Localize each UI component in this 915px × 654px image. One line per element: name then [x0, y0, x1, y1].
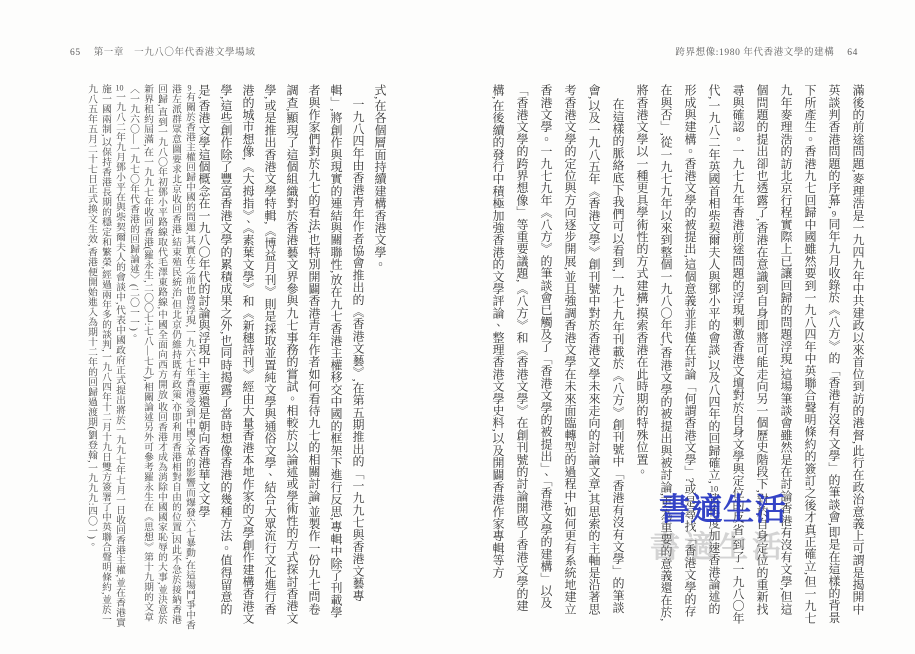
body-text: 滿後的前途問題,麥理浩是一九四九年中共建政以來首位到訪的港督,此行在政治意義上可謂是揭開中英談判香港問題的序幕, — [827, 84, 865, 615]
note-reference-10: 10 — [709, 484, 719, 493]
footnote-text: 有關於香港主權回歸中國的問題,其實在之前也曾浮現,一九六七年香港受到中國文革的影響而爆發六七暴動,在這場鬥爭中香港左派群眾意圖要求北京收回香港,結束殖民統治,但北京仍維持既有政策,亦即利用香港相對自由的位置,因此不急於接納香港回歸,直到一九八〇年初鄧小平路線取代毛澤東路線,中國全面向西方開放,收回香港才成為消除中國國家恥辱的大事,並決意於新界租約屆滿,在一九九七年收回香港(羅永生,二〇〇七:七八—七九),相關論述另外可參考羅永生在《思想》第十九期的文章〈一九六〇—一九七〇年代香港的回歸論述〉(二〇一一)。 — [128, 84, 195, 630]
watermark-blue: 書適生活 — [659, 492, 787, 527]
footnote-9 — [126, 84, 196, 632]
note-reference-9: 9 — [831, 209, 837, 218]
book-title: 跨界想像:1980 年代香港文學的建構 — [675, 48, 835, 58]
footnotes — [38, 84, 196, 632]
paragraph: 在這樣的脈絡底下我們可以看到,一九七九年刊載於《八方》創刊號中「香港有沒有文學」的筆談會,以及一九八五年《香港文學》創刊號中對於香港文學未來走向的討論文章,其思索的主軸是沿著思考香港文學的定位與方向逐步開展,並且強調香港文學在未來面臨轉型的過程中,如何更有系統地建立香港文學。一九七九年《八方》的筆談會已觸及了「香港文學的被提出」、「香港文學的建構」以及「香港文學的跨界想像」等重要議題,《八方》和《香港文學》在創刊號的討論開啟了香港文學的建構,在後續的發行中積極加強香港的文學評論、整理香港文學史料,以及開闢香港作家專輯等方 — [491, 84, 625, 615]
paragraph: 一九八四年由香港青年作者協會推出的《香港文藝》,在第五期推出的「一九九七與香港文藝專輯」,將創作與現實的連結與關聯性,放在九七香港主權移交中國的框架下進行反思,專輯中除了刊載學者與作家們對於九七的看法,也特別開闢香港青年作者如何看待九七的相關討論,並製作一份九七問卷調查,顯現了這個組織對於香港藝文界參與九七事務的嘗試。相較於以論述或學術性的方式探討香港文學,或是推出香港文學特輯,《博益月刊》則是採取並置純文學與通俗文學、結合大眾流行文化進行香港的城市想像,《大拇指》、《素葉文學》和《新穗詩刊》經由大量香港本地作家的文學創作建構香港文學,這些創作除了豐富香港文學的累積成果之外,也同時揭露了當時想像香港的幾種方法。值得留意的是,香港文學這個概念在一九八〇年代的討論與浮現中,主要還是朝向香港華文文學 — [197, 84, 365, 625]
body-text: 皆再度加速香港論述的形成與建構。香港文學的被提出,這個意義並非僅在討論「何謂香港文學」?或是尋找「香港文學的存在與否」,從一九七九年以來到整個一九八〇年代,香港文學的被提出與被討論,更為重要的意義還在於,將香港文學以一種更具學術性的方式建構,摸索香港在此時期的特殊位置。 — [635, 84, 721, 622]
chapter-title: 第一章 一九八〇年代香港文學場域 — [93, 48, 256, 58]
paragraph-continued: 式,在各個層面持續建構香港文學。 — [373, 84, 387, 271]
footnote-10 — [84, 84, 126, 632]
footnote-number: 10 — [115, 84, 124, 92]
footnote-number: 9 — [187, 84, 192, 92]
footnote-text: 一九八二年九月鄧小平在與柴契爾夫人的會談中,代表中國政府正式提出將於一九九七年七月一日收回香港主權,並在香港實施一國兩制,以保持香港長期的穩定和繁榮,經過兩年多的談判,一九八四年十二月十九日雙方簽署了中英聯合聲明條約,並於一九八五年五月二十七日正式換文生效,香港便開始進入為期十二年的回歸過渡期(劉登翰,一九九九:四〇一)。 — [86, 84, 125, 628]
running-head-right — [675, 44, 868, 58]
main-text-left-page — [183, 84, 391, 626]
running-head-left — [60, 44, 255, 58]
page-number-left: 65 — [70, 48, 81, 58]
body-text: 同年九月收錄於《八方》的「香港有沒有文學」的筆談會,即是在這樣的背景下所產生。香港九七回歸中國雖然要到一九八四年中英聯合聲明條約的簽訂之後才真正確立,但一九七九年麥理浩的訪北京行程實際上已讓回歸的問題浮現,這場筆談會雖然是在討論香港有沒有文學,但這個問題的提出卻也透露了,香港在意識到自身即將可能走向另一個歷史階段下,對於自身定位的重新找尋與確認。一九七九年香港前途問題的浮現刺激香港文壇對於自身文學與定位的反省,到了一九八〇年代,一九八二年英國首相柴契爾夫人與鄧小平的會談,以及八四年的回歸確立, — [707, 84, 841, 624]
page-number-right: 64 — [847, 48, 858, 58]
watermark-ghost: 書適生活 — [650, 531, 786, 564]
